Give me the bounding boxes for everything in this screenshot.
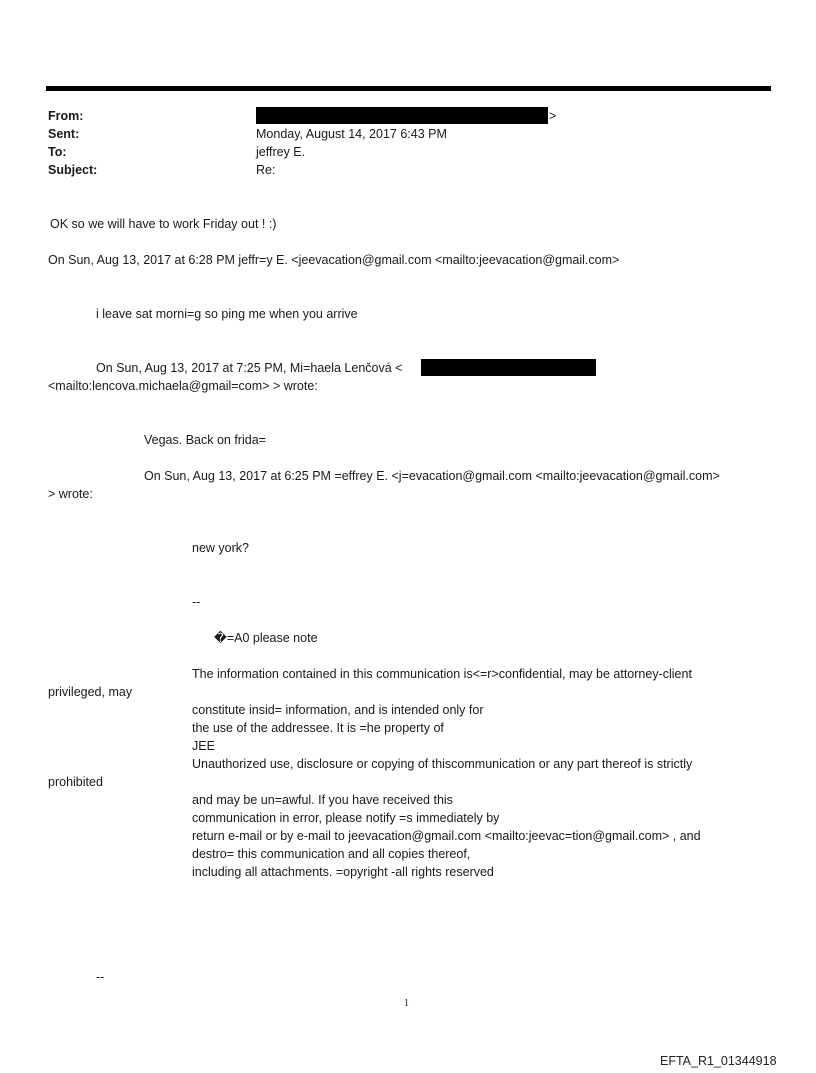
disclaimer-line: and may be un=awful. If you have received this bbox=[192, 793, 453, 807]
sent-label: Sent: bbox=[48, 127, 80, 141]
reply-text: OK so we will have to work Friday out ! :) bbox=[50, 217, 277, 231]
quote1-text: i leave sat morni=g so ping me when you arrive bbox=[96, 307, 358, 321]
subject-value: Re: bbox=[256, 163, 276, 177]
subject-label: Subject: bbox=[48, 163, 98, 177]
quote2-intro: On Sun, Aug 13, 2017 at 7:25 PM, Mi=haela Lenčová < bbox=[96, 361, 403, 375]
from-value-suffix: > bbox=[549, 109, 557, 123]
quote1-intro: On Sun, Aug 13, 2017 at 6:28 PM jeffr=y E. <jeevacation@gmail.com <mailto:jeevacation@gmail.com> bbox=[48, 253, 620, 267]
disclaimer-line: return e-mail or by e-mail to jeevacation@gmail.com <mailto:jeevac=tion@gmail.com> , and bbox=[192, 829, 701, 843]
disclaimer-line: JEE bbox=[192, 739, 215, 753]
redaction-box bbox=[256, 107, 548, 124]
disclaimer-line: including all attachments. =opyright -all rights reserved bbox=[192, 865, 494, 879]
signature-note: �=A0 please note bbox=[214, 631, 318, 645]
from-label: From: bbox=[48, 109, 84, 123]
disclaimer-line: prohibited bbox=[48, 775, 103, 789]
disclaimer-line: Unauthorized use, disclosure or copying of thiscommunication or any part thereof is strictly bbox=[192, 757, 693, 771]
to-value: jeffrey E. bbox=[256, 145, 306, 159]
quote2-text: Vegas. Back on frida= bbox=[144, 433, 266, 447]
redaction-box bbox=[421, 359, 596, 376]
quote3-intro-cont: > wrote: bbox=[48, 487, 93, 501]
end-separator: -- bbox=[96, 970, 105, 984]
quote3-intro: On Sun, Aug 13, 2017 at 6:25 PM =effrey E. <j=evacation@gmail.com <mailto:jeevacation@gmail.com> bbox=[144, 469, 720, 483]
signature-separator: -- bbox=[192, 595, 201, 609]
disclaimer-line: privileged, may bbox=[48, 685, 133, 699]
disclaimer-line: The information contained in this communication is<=r>confidential, may be attorney-client bbox=[192, 667, 692, 681]
sent-value: Monday, August 14, 2017 6:43 PM bbox=[256, 127, 447, 141]
header-rule bbox=[46, 86, 771, 91]
quote2-intro-cont: <mailto:lencova.michaela@gmail=com> > wrote: bbox=[48, 379, 318, 393]
quote3-text: new york? bbox=[192, 541, 249, 555]
disclaimer-line: destro= this communication and all copies thereof, bbox=[192, 847, 471, 861]
disclaimer-line: communication in error, please notify =s immediately by bbox=[192, 811, 500, 825]
disclaimer-line: constitute insid= information, and is intended only for bbox=[192, 703, 484, 717]
disclaimer-line: the use of the addressee. It is =he property of bbox=[192, 721, 444, 735]
to-label: To: bbox=[48, 145, 67, 159]
document-id: EFTA_R1_01344918 bbox=[660, 1054, 777, 1068]
page-number: 1 bbox=[404, 998, 409, 1009]
